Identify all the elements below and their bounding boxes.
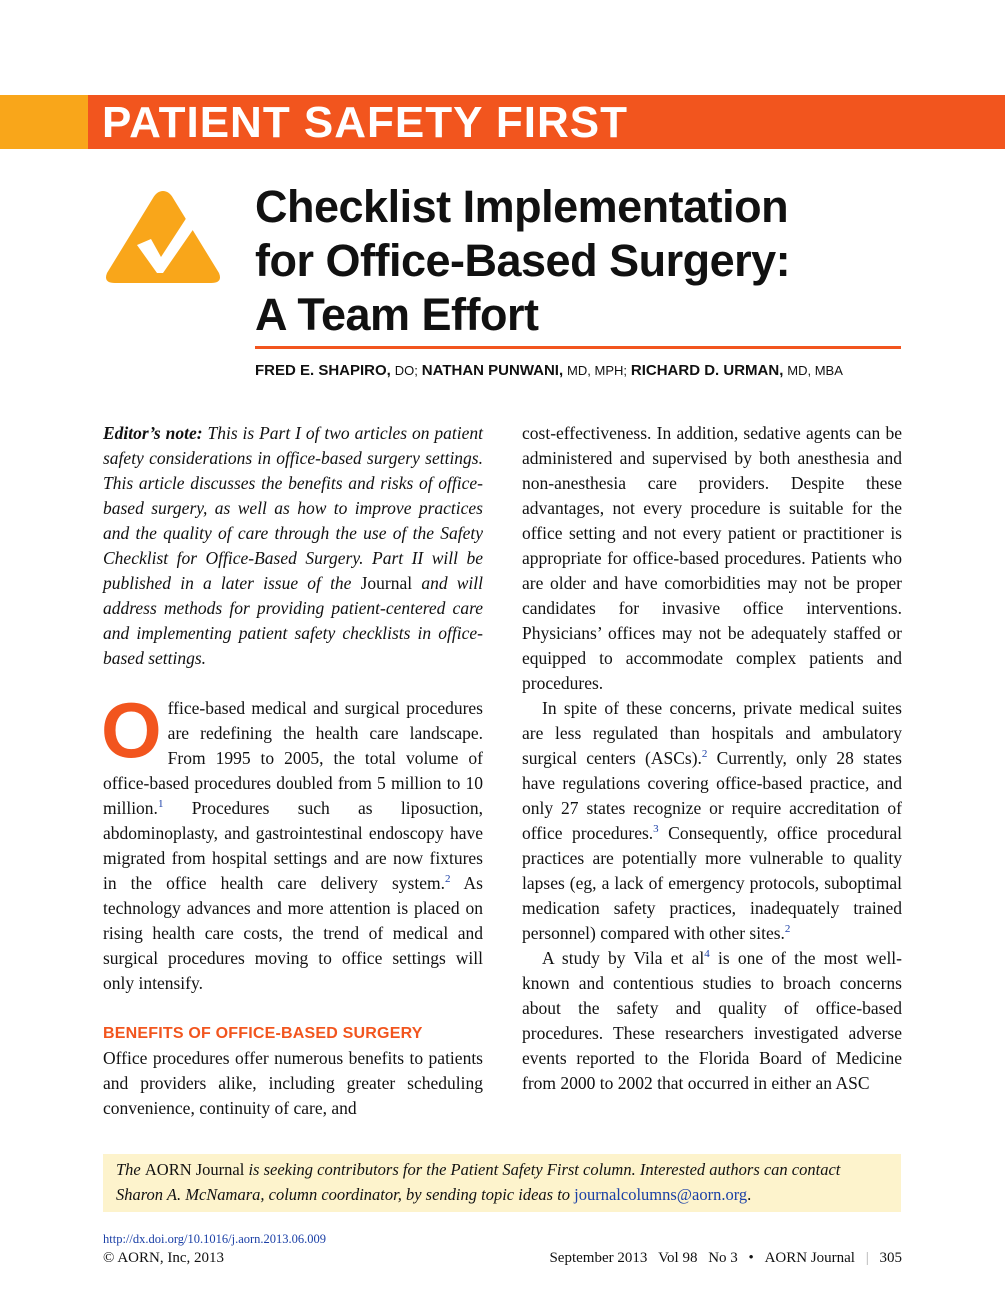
callout-journal: AORN Journal xyxy=(144,1160,245,1179)
checkmark-triangle-icon xyxy=(103,187,223,287)
author-credentials: MD, MPH; xyxy=(567,363,627,378)
paragraph-text: Consequently, office procedural practices are potentially more vulnerable to quality lapses (eg, a lack of emergency protocols, suboptimal medication safety practices, inadequately trained personnel) compared with other sites. xyxy=(522,823,902,943)
author-credentials: DO; xyxy=(394,363,418,378)
section-heading: BENEFITS OF OFFICE-BASED SURGERY xyxy=(103,1025,423,1042)
paragraph-text: In spite of these concerns, private medical suites are less regulated than hospitals and ambulatory surgical centers (ASCs). xyxy=(522,698,902,768)
email-link[interactable]: journalcolumns@aorn.org xyxy=(574,1184,748,1204)
editor-note xyxy=(103,421,483,671)
drop-cap: O xyxy=(101,686,162,774)
bullet-separator: • xyxy=(748,1250,754,1266)
article-title xyxy=(255,180,915,342)
contributors-callout xyxy=(103,1154,901,1212)
title-divider xyxy=(255,346,901,349)
reference-link[interactable]: 4 xyxy=(704,948,710,961)
editor-note-text: and will address methods for providing patient-centered care and implementing patient safety checklists in office-based settings. xyxy=(103,573,484,668)
callout-text: is seeking contributors for the Patient Safety First column. Interested authors can contact Sharon A. McNamara, column coordinator, by sending topic ideas to xyxy=(116,1160,841,1204)
intro-paragraph xyxy=(101,686,483,996)
title-line: A Team Effort xyxy=(255,289,539,340)
callout-text: . xyxy=(747,1184,752,1204)
editor-note-text: This is Part I of two articles on patient safety considerations in office-based surgery settings. This article discusses the benefits and risks of office-based surgery, as well as how to improve practices and the quality of care through the use of the Safety Checklist for Office-Based Surgery. Part II will be published in a later issue of the xyxy=(103,423,484,593)
reference-link[interactable]: 2 xyxy=(701,748,708,761)
author-name: NATHAN PUNWANI, xyxy=(421,362,564,379)
body-paragraph xyxy=(522,696,902,946)
author-name: RICHARD D. URMAN, xyxy=(630,362,784,379)
doi-link[interactable]: http://dx.doi.org/10.1016/j.aorn.2013.06.009 xyxy=(103,1232,327,1246)
paragraph-text: Procedures such as liposuction, abdominoplasty, and gastrointestinal endoscopy have migrated from hospital settings and are now fixtures in the office health care delivery system. xyxy=(103,798,483,893)
volume: Vol 98 xyxy=(658,1250,698,1266)
issue-date: September 2013 xyxy=(549,1250,648,1266)
title-line: Checklist Implementation xyxy=(255,181,789,232)
right-column xyxy=(522,421,902,1096)
paragraph-text: As technology advances and more attention is placed on rising health care costs, the trend of medical and surgical procedures moving to office settings will only intensify. xyxy=(103,873,483,993)
issue-number: No 3 xyxy=(708,1250,738,1266)
paragraph-text: is one of the most well-known and contentious studies to broach concerns about the safety and quality of office-based procedures. These researchers investigated adverse events reported to the Florida Board of Medicine from 2000 to 2002 that occurred in either an ASC xyxy=(522,948,902,1093)
left-column xyxy=(103,421,483,1121)
body-paragraph: cost-effectiveness. In addition, sedative agents can be administered and supervised by both anesthesia and non-anesthesia care providers. Despite these advantages, not every procedure is suitable for the office setting and not every patient or practitioner is appropriate for office-based procedures. Patients who are older and have comorbidities may not be proper candidates for invasive office interventions. Physicians’ offices may not be adequately staffed or equipped to accommodate complex patients and procedures. xyxy=(522,423,902,693)
callout-text: The xyxy=(116,1160,141,1179)
author-credentials: MD, MBA xyxy=(787,363,843,378)
body-paragraph: Office procedures offer numerous benefits to patients and providers alike, including greater scheduling convenience, continuity of care, and xyxy=(103,1048,483,1118)
paragraph-text: Currently, only 28 states have regulations covering office-based practice, and only 27 states recognize or require accreditation of office procedures. xyxy=(522,748,902,843)
reference-link[interactable]: 2 xyxy=(444,873,451,886)
page-info xyxy=(530,1250,902,1267)
copyright: © AORN, Inc, 2013 xyxy=(103,1250,224,1266)
journal-name: AORN Journal xyxy=(764,1250,855,1266)
author-name: FRED E. SHAPIRO, xyxy=(255,362,391,379)
reference-link[interactable]: 2 xyxy=(784,923,791,936)
pipe-separator: | xyxy=(865,1250,869,1266)
section-banner-title: PATIENT SAFETY FIRST xyxy=(102,98,629,147)
reference-link[interactable]: 1 xyxy=(157,798,164,811)
editor-note-journal: Journal xyxy=(360,573,413,593)
paragraph-text: ffice-based medical and surgical procedures are redefining the health care landscape. From 1995 to 2005, the total volume of office-based procedures doubled from 5 million to 10 million. xyxy=(103,698,483,818)
reference-link[interactable]: 3 xyxy=(653,823,659,836)
title-line: for Office-Based Surgery: xyxy=(255,235,791,286)
body-paragraph xyxy=(522,946,902,1096)
paragraph-text: A study by Vila et al xyxy=(542,948,705,968)
page-number: 305 xyxy=(879,1250,902,1266)
editor-note-label: Editor’s note: xyxy=(103,423,203,443)
author-line xyxy=(255,362,905,379)
